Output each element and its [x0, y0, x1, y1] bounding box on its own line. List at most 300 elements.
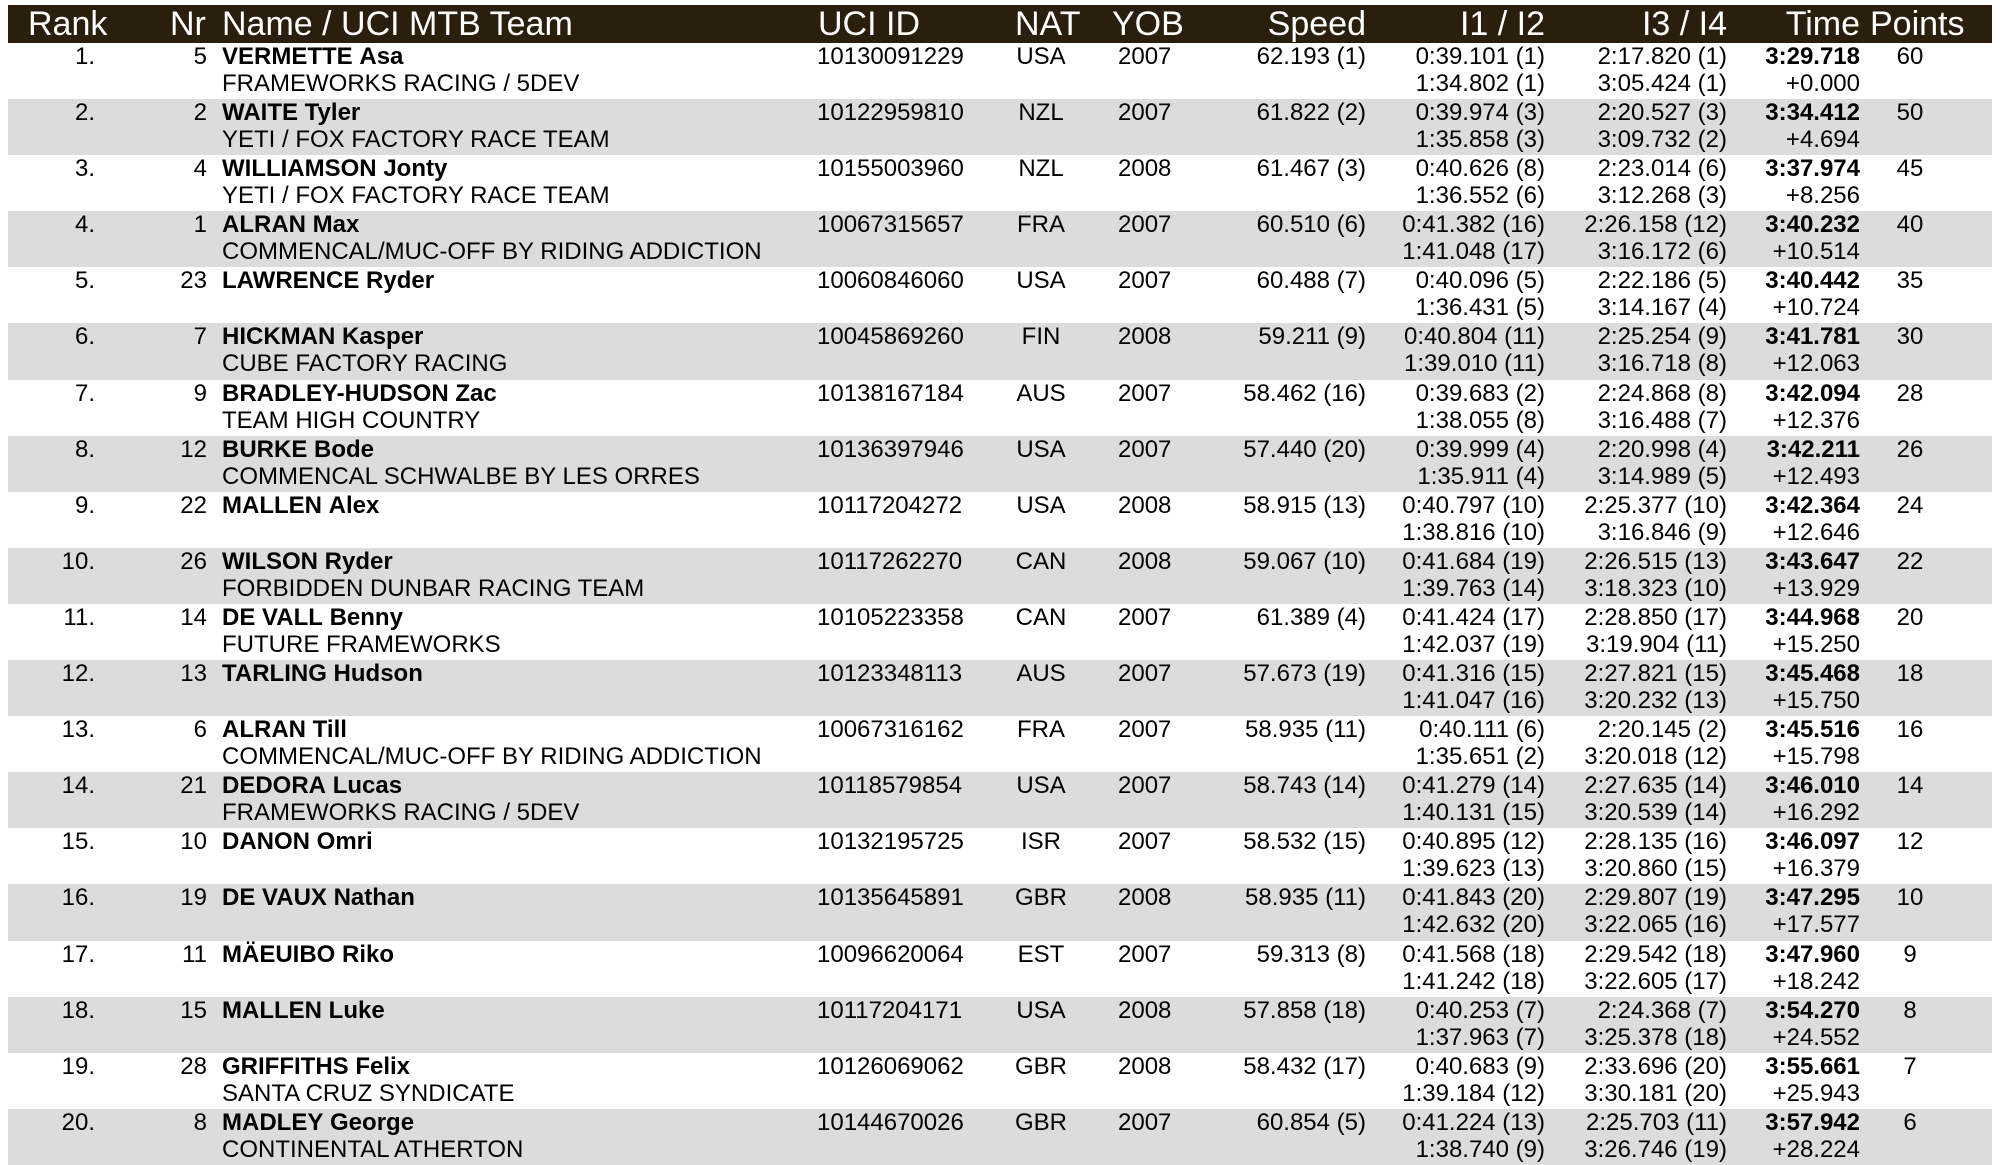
- rank-cell: 10.: [61, 547, 95, 575]
- rider-name: [222, 155, 447, 182]
- points-value: 24: [1896, 491, 1924, 519]
- finish-time: 3:45.516: [1765, 716, 1860, 744]
- rider-last-name: WILSON: [222, 547, 318, 575]
- split-i1: 0:41.316 (15): [1402, 660, 1545, 688]
- rider-first-name: Luke: [328, 996, 385, 1024]
- speed-value: 58.432 (17): [1243, 1052, 1366, 1080]
- bib-number: 7: [193, 323, 207, 351]
- bib-number: 21: [180, 772, 207, 800]
- table-body: [8, 43, 1992, 1165]
- split-i3: 2:25.703 (11): [1586, 1108, 1727, 1136]
- split-i2: 1:35.651 (2): [1415, 743, 1545, 771]
- nationality: USA: [1016, 435, 1066, 463]
- rank-cell: 16.: [61, 884, 95, 912]
- uci-id: 10123348113: [817, 660, 963, 688]
- split-i3: 2:20.145 (2): [1597, 716, 1727, 744]
- nationality: ISR: [1020, 828, 1061, 856]
- points-value: 50: [1896, 99, 1924, 127]
- bib-number: 15: [180, 996, 207, 1024]
- split-i1: 0:41.382 (16): [1402, 211, 1545, 239]
- uci-id: 10136397946: [817, 435, 964, 463]
- year-of-birth: 2008: [1118, 155, 1172, 183]
- year-of-birth: 2008: [1118, 996, 1172, 1024]
- bib-number: 13: [180, 660, 207, 688]
- finish-time: 3:45.468: [1765, 660, 1860, 688]
- split-i1: 0:40.096 (5): [1415, 267, 1545, 295]
- rider-name: [222, 828, 373, 855]
- finish-time: 3:41.781: [1765, 323, 1860, 351]
- rider-name: [222, 267, 434, 294]
- table-row: [8, 323, 1992, 379]
- uci-id: 10144670026: [817, 1108, 964, 1136]
- time-gap: +12.376: [1772, 406, 1860, 434]
- nationality: USA: [1016, 43, 1066, 70]
- nationality: USA: [1016, 491, 1066, 519]
- speed-value: 58.935 (11): [1245, 716, 1366, 744]
- year-of-birth: 2007: [1118, 603, 1172, 631]
- year-of-birth: 2008: [1118, 491, 1172, 519]
- bib-number: 10: [180, 828, 207, 856]
- split-i4: 3:20.539 (14): [1584, 799, 1727, 827]
- split-i3: 2:25.377 (10): [1584, 491, 1727, 519]
- finish-time: 3:42.211: [1766, 435, 1860, 463]
- split-i2: 1:34.802 (1): [1415, 70, 1545, 97]
- split-i4: 3:22.605 (17): [1584, 967, 1727, 995]
- split-i1: 0:40.253 (7): [1415, 996, 1545, 1024]
- rider-name: [222, 997, 385, 1024]
- table-row: [8, 436, 1992, 492]
- team-name: FORBIDDEN DUNBAR RACING TEAM: [222, 574, 645, 602]
- points-value: 20: [1896, 603, 1924, 631]
- split-i4: 3:16.172 (6): [1597, 238, 1727, 266]
- team-name: COMMENCAL/MUC-OFF BY RIDING ADDICTION: [222, 238, 762, 266]
- team-name: COMMENCAL SCHWALBE BY LES ORRES: [222, 462, 700, 490]
- split-i4: 3:30.181 (20): [1584, 1079, 1727, 1107]
- finish-time: 3:40.232: [1765, 211, 1860, 239]
- rider-name: [222, 716, 347, 743]
- table-row: [8, 884, 1992, 940]
- split-i1: 0:41.279 (14): [1402, 772, 1545, 800]
- time-gap: +10.514: [1772, 238, 1860, 266]
- split-i1: 0:39.974 (3): [1415, 99, 1545, 127]
- points-value: 9: [1903, 940, 1917, 968]
- split-i1: 0:41.424 (17): [1402, 603, 1545, 631]
- points-value: 45: [1896, 155, 1924, 183]
- nationality: FIN: [1021, 323, 1061, 351]
- split-i2: 1:38.816 (10): [1402, 518, 1545, 546]
- split-i3: 2:20.998 (4): [1597, 435, 1727, 463]
- nationality: EST: [1017, 940, 1065, 968]
- rider-last-name: WILLIAMSON: [222, 155, 377, 183]
- split-i3: 2:26.515 (13): [1584, 547, 1727, 575]
- split-i3: 2:22.186 (5): [1597, 267, 1727, 295]
- split-i4: 3:26.746 (19): [1584, 1135, 1727, 1163]
- speed-value: 58.743 (14): [1243, 772, 1366, 800]
- rider-first-name: Nathan: [333, 884, 415, 912]
- bib-number: 5: [193, 43, 207, 70]
- team-name: FRAMEWORKS RACING / 5DEV: [222, 799, 580, 827]
- nationality: USA: [1016, 772, 1066, 800]
- nationality: GBR: [1014, 884, 1067, 912]
- finish-time: 3:57.942: [1765, 1108, 1860, 1136]
- rider-first-name: Jonty: [383, 155, 448, 183]
- split-i2: 1:36.431 (5): [1415, 294, 1545, 322]
- split-i3: 2:27.821 (15): [1584, 660, 1727, 688]
- finish-time: 3:42.364: [1765, 491, 1860, 519]
- rider-last-name: DE VALL: [222, 603, 323, 631]
- time-gap: +25.943: [1772, 1079, 1860, 1107]
- rider-name: [222, 380, 497, 407]
- results-table: [8, 5, 1992, 1165]
- split-i1: 0:39.683 (2): [1415, 379, 1545, 407]
- table-row: [8, 43, 1992, 99]
- rider-last-name: MADLEY: [222, 1108, 324, 1136]
- year-of-birth: 2007: [1118, 379, 1172, 407]
- finish-time: 3:46.010: [1765, 772, 1860, 800]
- rank-cell: 17.: [61, 940, 95, 968]
- points-value: 6: [1903, 1108, 1917, 1136]
- rider-first-name: Bode: [314, 435, 375, 463]
- header-nr: Nr: [170, 5, 206, 43]
- table-row: [8, 941, 1992, 997]
- finish-time: 3:47.960: [1765, 940, 1860, 968]
- split-i2: 1:40.131 (15): [1402, 799, 1545, 827]
- team-name: FRAMEWORKS RACING / 5DEV: [222, 70, 580, 97]
- points-value: 28: [1896, 379, 1924, 407]
- year-of-birth: 2007: [1118, 660, 1172, 688]
- rider-name: [222, 548, 393, 575]
- rank-cell: 13.: [61, 716, 95, 744]
- year-of-birth: 2007: [1118, 716, 1172, 744]
- rider-name: [222, 492, 379, 519]
- rank-cell: 15.: [61, 828, 95, 856]
- rider-first-name: Ryder: [324, 547, 393, 575]
- team-name: SANTA CRUZ SYNDICATE: [222, 1079, 515, 1107]
- rider-last-name: ALRAN: [222, 211, 306, 239]
- rider-last-name: LAWRENCE: [222, 267, 360, 295]
- rank-cell: 20.: [61, 1108, 95, 1136]
- split-i3: 2:29.807 (19): [1584, 884, 1727, 912]
- points-value: 14: [1896, 772, 1924, 800]
- speed-value: 60.488 (7): [1256, 267, 1366, 295]
- time-gap: +18.242: [1772, 967, 1860, 995]
- header-time: Time: [1785, 5, 1860, 43]
- rider-last-name: BRADLEY-HUDSON: [222, 379, 449, 407]
- split-i1: 0:41.843 (20): [1402, 884, 1545, 912]
- rider-name: [222, 884, 415, 911]
- speed-value: 62.193 (1): [1256, 43, 1366, 70]
- split-i2: 1:39.010 (11): [1404, 350, 1545, 378]
- split-i3: 2:28.135 (16): [1584, 828, 1727, 856]
- rider-first-name: Felix: [355, 1052, 411, 1080]
- uci-id: 10105223358: [817, 603, 964, 631]
- finish-time: 3:54.270: [1765, 996, 1860, 1024]
- nationality: FRA: [1017, 211, 1065, 239]
- time-gap: +28.224: [1772, 1135, 1860, 1163]
- points-value: 8: [1903, 996, 1917, 1024]
- speed-value: 58.915 (13): [1243, 491, 1366, 519]
- split-i2: 1:36.552 (6): [1415, 182, 1545, 210]
- time-gap: +15.750: [1772, 687, 1860, 715]
- split-i4: 3:16.718 (8): [1597, 350, 1727, 378]
- speed-value: 61.822 (2): [1256, 99, 1366, 127]
- rider-first-name: Omri: [316, 828, 373, 856]
- split-i1: 0:40.683 (9): [1415, 1052, 1545, 1080]
- finish-time: 3:44.968: [1765, 603, 1860, 631]
- nationality: USA: [1016, 267, 1066, 295]
- time-gap: +10.724: [1772, 294, 1860, 322]
- split-i3: 2:27.635 (14): [1584, 772, 1727, 800]
- year-of-birth: 2007: [1118, 267, 1172, 295]
- split-i2: 1:35.911 (4): [1417, 462, 1545, 490]
- split-i3: 2:17.820 (1): [1597, 43, 1727, 70]
- speed-value: 57.858 (18): [1243, 996, 1366, 1024]
- rider-last-name: VERMETTE: [222, 43, 353, 70]
- table-row: [8, 211, 1992, 267]
- rider-name: [222, 43, 403, 70]
- table-row: [8, 772, 1992, 828]
- split-i3: 2:20.527 (3): [1597, 99, 1727, 127]
- team-name: TEAM HIGH COUNTRY: [222, 406, 481, 434]
- uci-id: 10132195725: [817, 828, 964, 856]
- split-i4: 3:19.904 (11): [1586, 630, 1727, 658]
- finish-time: 3:29.718: [1765, 43, 1860, 70]
- table-row: [8, 1053, 1992, 1109]
- rider-last-name: MALLEN: [222, 996, 322, 1024]
- rider-first-name: Tyler: [304, 99, 361, 127]
- split-i3: 2:33.696 (20): [1584, 1052, 1727, 1080]
- speed-value: 61.389 (4): [1256, 603, 1366, 631]
- time-gap: +16.292: [1772, 799, 1860, 827]
- points-value: 60: [1896, 43, 1924, 70]
- table-row: [8, 380, 1992, 436]
- nationality: NZL: [1018, 155, 1064, 183]
- bib-number: 14: [180, 603, 207, 631]
- rider-last-name: HICKMAN: [222, 323, 336, 351]
- split-i3: 2:25.254 (9): [1597, 323, 1727, 351]
- uci-id: 10117204171: [817, 996, 963, 1024]
- table-row: [8, 99, 1992, 155]
- finish-time: 3:43.647: [1765, 547, 1860, 575]
- finish-time: 3:34.412: [1765, 99, 1860, 127]
- speed-value: 58.462 (16): [1243, 379, 1366, 407]
- table-row: [8, 828, 1992, 884]
- table-row: [8, 492, 1992, 548]
- rider-name: [222, 436, 374, 463]
- speed-value: 59.067 (10): [1243, 547, 1366, 575]
- time-gap: +8.256: [1785, 182, 1860, 210]
- rider-last-name: MÄEUIBO: [222, 940, 336, 968]
- team-name: YETI / FOX FACTORY RACE TEAM: [222, 126, 610, 154]
- finish-time: 3:55.661: [1765, 1052, 1860, 1080]
- rider-last-name: GRIFFITHS: [222, 1052, 349, 1080]
- nationality: CAN: [1015, 603, 1067, 631]
- split-i2: 1:41.048 (17): [1402, 238, 1545, 266]
- year-of-birth: 2007: [1118, 435, 1172, 463]
- table-row: [8, 716, 1992, 772]
- points-value: 18: [1896, 660, 1924, 688]
- team-name: FUTURE FRAMEWORKS: [222, 630, 501, 658]
- nationality: AUS: [1016, 660, 1066, 688]
- year-of-birth: 2007: [1118, 211, 1172, 239]
- rank-cell: 11.: [63, 603, 95, 631]
- bib-number: 26: [180, 547, 207, 575]
- finish-time: 3:40.442: [1765, 267, 1860, 295]
- split-i1: 0:41.224 (13): [1402, 1108, 1545, 1136]
- bib-number: 11: [182, 940, 207, 968]
- bib-number: 19: [180, 884, 207, 912]
- uci-id: 10096620064: [817, 940, 964, 968]
- rider-last-name: ALRAN: [222, 716, 306, 744]
- split-i3: 2:24.368 (7): [1597, 996, 1727, 1024]
- rider-name: [222, 941, 394, 968]
- bib-number: 23: [180, 267, 207, 295]
- points-value: 22: [1896, 547, 1924, 575]
- split-i2: 1:35.858 (3): [1415, 126, 1545, 154]
- finish-time: 3:47.295: [1765, 884, 1860, 912]
- year-of-birth: 2007: [1118, 99, 1172, 127]
- points-value: 30: [1896, 323, 1924, 351]
- bib-number: 2: [193, 99, 207, 127]
- team-name: CONTINENTAL ATHERTON: [222, 1135, 524, 1163]
- year-of-birth: 2008: [1118, 1052, 1172, 1080]
- split-i4: 3:12.268 (3): [1597, 182, 1727, 210]
- split-i4: 3:14.989 (5): [1597, 462, 1727, 490]
- rider-last-name: DANON: [222, 828, 310, 856]
- bib-number: 22: [180, 491, 207, 519]
- header-i3-i4: I3 / I4: [1641, 5, 1727, 43]
- split-i2: 1:42.632 (20): [1402, 911, 1545, 939]
- rider-name: [222, 323, 423, 350]
- speed-value: 58.532 (15): [1243, 828, 1366, 856]
- split-i1: 0:40.111 (6): [1419, 716, 1545, 744]
- year-of-birth: 2007: [1118, 940, 1172, 968]
- rider-last-name: BURKE: [222, 435, 308, 463]
- year-of-birth: 2008: [1118, 547, 1172, 575]
- table-row: [8, 155, 1992, 211]
- rider-last-name: WAITE: [222, 99, 298, 127]
- speed-value: 57.440 (20): [1243, 435, 1366, 463]
- rider-last-name: DE VAUX: [222, 884, 327, 912]
- rank-cell: 2.: [74, 99, 95, 127]
- nationality: CAN: [1015, 547, 1067, 575]
- split-i1: 0:40.804 (11): [1404, 323, 1545, 351]
- uci-id: 10122959810: [817, 99, 964, 127]
- points-value: 26: [1896, 435, 1924, 463]
- uci-id: 10117262270: [817, 547, 963, 575]
- rank-cell: 1.: [74, 43, 95, 70]
- split-i4: 3:09.732 (2): [1597, 126, 1727, 154]
- split-i2: 1:39.763 (14): [1402, 574, 1545, 602]
- header-name: Name / UCI MTB Team: [222, 5, 573, 43]
- bib-number: 4: [193, 155, 207, 183]
- finish-time: 3:46.097: [1765, 828, 1860, 856]
- bib-number: 1: [193, 211, 207, 239]
- uci-id: 10130091229: [817, 43, 964, 70]
- rider-last-name: DEDORA: [222, 772, 327, 800]
- points-value: 12: [1896, 828, 1924, 856]
- time-gap: +15.798: [1772, 743, 1860, 771]
- time-gap: +12.493: [1772, 462, 1860, 490]
- time-gap: +16.379: [1772, 855, 1860, 883]
- speed-value: 61.467 (3): [1256, 155, 1366, 183]
- uci-id: 10067315657: [817, 211, 964, 239]
- speed-value: 60.510 (6): [1256, 211, 1366, 239]
- year-of-birth: 2007: [1118, 1108, 1172, 1136]
- split-i4: 3:14.167 (4): [1597, 294, 1727, 322]
- split-i4: 3:05.424 (1): [1597, 70, 1727, 97]
- year-of-birth: 2007: [1118, 772, 1172, 800]
- split-i1: 0:40.895 (12): [1402, 828, 1545, 856]
- time-gap: +0.000: [1785, 70, 1860, 97]
- rank-cell: 7.: [74, 379, 95, 407]
- rider-first-name: Asa: [359, 43, 404, 70]
- rank-cell: 14.: [61, 772, 95, 800]
- split-i1: 0:39.999 (4): [1415, 435, 1545, 463]
- split-i4: 3:25.378 (18): [1584, 1023, 1727, 1051]
- speed-value: 59.313 (8): [1256, 940, 1366, 968]
- table-row: [8, 604, 1992, 660]
- nationality: FRA: [1017, 716, 1065, 744]
- header-nat: NAT: [1015, 5, 1081, 43]
- rider-first-name: Alex: [328, 491, 380, 519]
- rank-cell: 3.: [74, 155, 95, 183]
- uci-id: 10118579854: [817, 772, 963, 800]
- header-i1-i2: I1 / I2: [1459, 5, 1545, 43]
- bib-number: 12: [180, 435, 207, 463]
- split-i1: 0:41.684 (19): [1402, 547, 1545, 575]
- nationality: AUS: [1016, 379, 1066, 407]
- bib-number: 28: [180, 1052, 207, 1080]
- uci-id: 10060846060: [817, 267, 964, 295]
- uci-id: 10067316162: [817, 716, 964, 744]
- speed-value: 59.211 (9): [1258, 323, 1366, 351]
- rider-name: [222, 1053, 410, 1080]
- split-i4: 3:20.232 (13): [1584, 687, 1727, 715]
- split-i1: 0:41.568 (18): [1402, 940, 1545, 968]
- finish-time: 3:42.094: [1765, 379, 1860, 407]
- time-gap: +17.577: [1772, 911, 1860, 939]
- split-i3: 2:23.014 (6): [1597, 155, 1727, 183]
- rider-first-name: Hudson: [333, 660, 423, 688]
- split-i3: 2:24.868 (8): [1597, 379, 1727, 407]
- rider-first-name: Riko: [342, 940, 395, 968]
- time-gap: +12.646: [1772, 518, 1860, 546]
- rider-first-name: George: [330, 1108, 415, 1136]
- nationality: GBR: [1014, 1108, 1067, 1136]
- speed-value: 58.935 (11): [1245, 884, 1366, 912]
- points-value: 35: [1896, 267, 1924, 295]
- rank-cell: 12.: [61, 660, 95, 688]
- year-of-birth: 2008: [1118, 323, 1172, 351]
- header-points: Points: [1870, 5, 1965, 43]
- rider-last-name: TARLING: [222, 660, 327, 688]
- table-row: [8, 267, 1992, 323]
- rank-cell: 19.: [61, 1052, 95, 1080]
- rider-name: [222, 211, 359, 238]
- rider-first-name: Max: [312, 211, 360, 239]
- nationality: NZL: [1018, 99, 1064, 127]
- table-row: [8, 548, 1992, 604]
- split-i1: 0:40.626 (8): [1415, 155, 1545, 183]
- split-i2: 1:37.963 (7): [1415, 1023, 1545, 1051]
- split-i2: 1:39.623 (13): [1402, 855, 1545, 883]
- year-of-birth: 2008: [1118, 884, 1172, 912]
- split-i3: 2:26.158 (12): [1584, 211, 1727, 239]
- nationality: USA: [1016, 996, 1066, 1024]
- split-i4: 3:22.065 (16): [1584, 911, 1727, 939]
- table-row: [8, 997, 1992, 1053]
